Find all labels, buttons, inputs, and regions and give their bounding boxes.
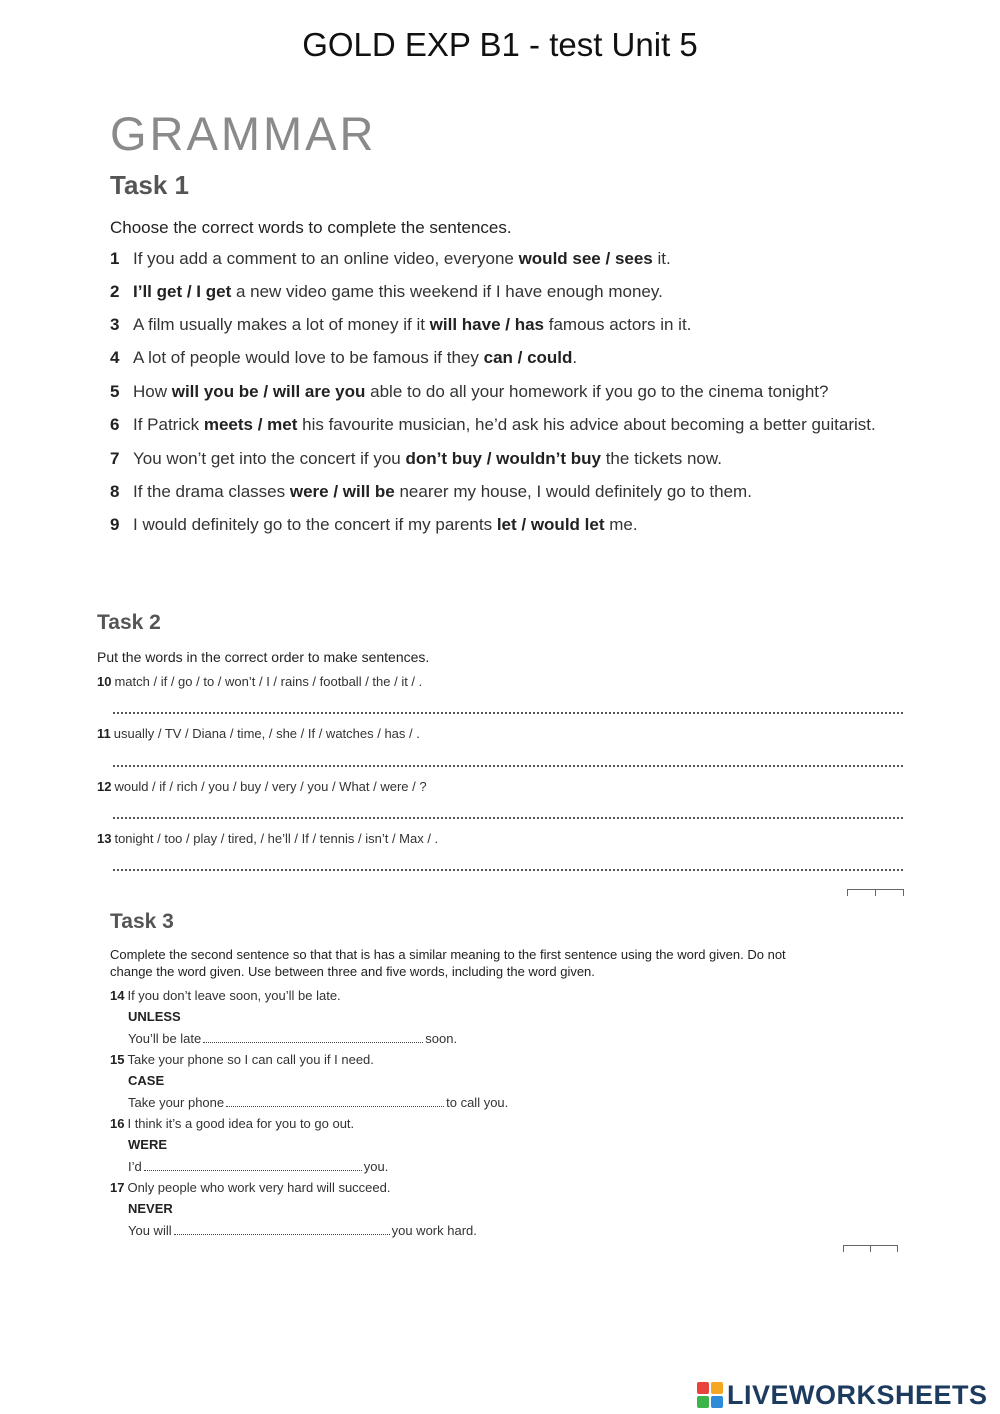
liveworksheets-logo: [697, 1378, 988, 1412]
task2-item: [97, 726, 420, 741]
option-1[interactable]: were: [289, 482, 329, 501]
item-text: A lot of people would love to be famous if they: [133, 348, 484, 367]
item-number: 15: [110, 1052, 125, 1067]
item-text-end: nearer my house, I would definitely go to them.: [394, 482, 752, 501]
answer-prefix: You will: [128, 1223, 172, 1238]
source-sentence: If you don’t leave soon, you’ll be late.: [127, 988, 341, 1003]
word-prompt: usually / TV / Diana / time, / she / If / watches / has / .: [113, 726, 420, 741]
item-number: 1: [110, 249, 120, 268]
key-word: NEVER: [128, 1201, 173, 1216]
task3-question: [110, 1116, 354, 1131]
task1-item: [110, 482, 752, 502]
task1-item: [110, 515, 638, 535]
item-text: A film usually makes a lot of money if it: [133, 315, 430, 334]
item-number: 8: [110, 482, 120, 501]
item-text: If you add a comment to an online video, everyone: [133, 249, 519, 268]
source-sentence: Only people who work very hard will succeed.: [127, 1180, 391, 1195]
item-text: If the drama classes: [133, 482, 290, 501]
task3-instruction-line2: change the word given. Use between three and five words, including the word given.: [110, 964, 595, 979]
item-number: 16: [110, 1116, 125, 1131]
answer-blank[interactable]: [226, 1096, 444, 1107]
option-separator: /: [253, 415, 268, 434]
item-text-end: it.: [652, 249, 671, 268]
answer-blank[interactable]: [203, 1032, 423, 1043]
option-separator: /: [500, 315, 515, 334]
item-number: 3: [110, 315, 120, 334]
option-2[interactable]: I get: [196, 282, 232, 301]
item-text: If Patrick: [133, 415, 204, 434]
item-text: You won’t get into the concert if you: [133, 449, 406, 468]
task3-answer-row: [128, 1159, 388, 1174]
option-separator: /: [481, 449, 497, 468]
option-1[interactable]: will you be: [171, 382, 259, 401]
answer-suffix: to call you.: [446, 1095, 509, 1110]
answer-prefix: Take your phone: [128, 1095, 225, 1110]
source-sentence: I think it’s a good idea for you to go out.: [127, 1116, 355, 1131]
task1-item: [110, 282, 663, 302]
source-sentence: Take your phone so I can call you if I need.: [127, 1052, 374, 1067]
item-number: 13: [97, 831, 112, 846]
logo-wordmark: LIVEWORKSHEETS: [727, 1379, 988, 1410]
option-separator: /: [182, 282, 197, 301]
option-2[interactable]: met: [267, 415, 298, 434]
answer-line[interactable]: [113, 817, 903, 819]
item-text-end: a new video game this weekend if I have enough money.: [231, 282, 663, 301]
key-word: UNLESS: [128, 1009, 181, 1024]
item-text-end: the tickets now.: [600, 449, 722, 468]
task2-heading: Task 2: [97, 611, 161, 634]
item-text-end: .: [572, 348, 578, 367]
option-separator: /: [600, 249, 615, 268]
task3-heading: Task 3: [110, 910, 174, 933]
task3-answer-row: [128, 1223, 477, 1238]
answer-line[interactable]: [113, 765, 903, 767]
answer-prefix: I’d: [128, 1159, 142, 1174]
item-number: 7: [110, 449, 120, 468]
task1-item: [110, 249, 671, 269]
item-number: 4: [110, 348, 120, 367]
item-number: 10: [97, 674, 112, 689]
option-separator: /: [258, 382, 273, 401]
option-separator: /: [512, 348, 528, 367]
option-2[interactable]: will be: [342, 482, 395, 501]
answer-suffix: soon.: [425, 1031, 458, 1046]
task1-item: [110, 382, 828, 402]
score-box: [847, 889, 904, 896]
item-text-end: able to do all your homework if you go to the cinema tonight?: [365, 382, 829, 401]
score-box: [843, 1245, 898, 1252]
option-2[interactable]: would let: [530, 515, 605, 534]
task3-instruction-line1: Complete the second sentence so that that is has a similar meaning to the first sentence using the word given. Do not: [110, 947, 786, 962]
task1-heading: Task 1: [110, 170, 190, 200]
item-number: 2: [110, 282, 120, 301]
item-text-end: famous actors in it.: [544, 315, 692, 334]
option-separator: /: [328, 482, 343, 501]
document-title: GOLD EXP B1 - test Unit 5: [302, 26, 698, 63]
task3-question: [110, 1180, 390, 1195]
answer-line[interactable]: [113, 869, 903, 871]
item-text: I would definitely go to the concert if my parents: [133, 515, 497, 534]
answer-prefix: You’ll be late: [128, 1031, 202, 1046]
option-1[interactable]: I’ll get: [133, 282, 183, 301]
item-text-end: his favourite musician, he’d ask his advice about becoming a better guitarist.: [297, 415, 876, 434]
option-separator: /: [516, 515, 531, 534]
answer-blank[interactable]: [174, 1224, 390, 1235]
answer-blank[interactable]: [144, 1160, 362, 1171]
item-number: 12: [97, 779, 112, 794]
task1-instruction: Choose the correct words to complete the sentences.: [110, 218, 512, 237]
item-text: How: [133, 382, 172, 401]
option-1[interactable]: would see: [518, 249, 601, 268]
word-prompt: match / if / go / to / won’t / I / rains / football / the / it / .: [114, 674, 423, 689]
option-1[interactable]: will have: [429, 315, 501, 334]
item-number: 5: [110, 382, 120, 401]
task1-item: [110, 449, 722, 469]
option-1[interactable]: let: [496, 515, 517, 534]
item-number: 17: [110, 1180, 125, 1195]
item-number: 11: [97, 726, 111, 741]
task1-item: [110, 415, 876, 435]
answer-suffix: you.: [363, 1159, 389, 1174]
option-2[interactable]: has: [514, 315, 545, 334]
task2-item: [97, 831, 438, 846]
task2-instruction: Put the words in the correct order to make sentences.: [97, 649, 430, 665]
item-number: 14: [110, 988, 125, 1003]
task1-item: [110, 315, 691, 335]
task3-question: [110, 988, 341, 1003]
option-1[interactable]: meets: [203, 415, 253, 434]
item-number: 6: [110, 415, 120, 434]
task3-answer-row: [128, 1031, 457, 1046]
option-2[interactable]: wouldn’t buy: [496, 449, 601, 468]
task3-question: [110, 1052, 374, 1067]
answer-line[interactable]: [113, 712, 903, 714]
word-prompt: tonight / too / play / tired, / he’ll / If / tennis / isn’t / Max / .: [114, 831, 439, 846]
task3-answer-row: [128, 1095, 508, 1110]
section-heading: GRAMMAR: [110, 107, 377, 160]
option-1[interactable]: don’t buy: [405, 449, 482, 468]
item-text-end: me.: [604, 515, 638, 534]
task2-item: [97, 779, 427, 794]
task2-item: [97, 674, 422, 689]
key-word: CASE: [128, 1073, 165, 1088]
option-2[interactable]: sees: [614, 249, 653, 268]
word-prompt: would / if / rich / you / buy / very / you / What / were / ?: [114, 779, 427, 794]
answer-suffix: you work hard.: [391, 1223, 477, 1238]
option-2[interactable]: could: [527, 348, 573, 367]
item-number: 9: [110, 515, 120, 534]
option-1[interactable]: can: [483, 348, 513, 367]
option-2[interactable]: will are you: [272, 382, 366, 401]
task1-item: [110, 348, 577, 368]
key-word: WERE: [128, 1137, 167, 1152]
logo-cubes-icon: [697, 1382, 723, 1408]
